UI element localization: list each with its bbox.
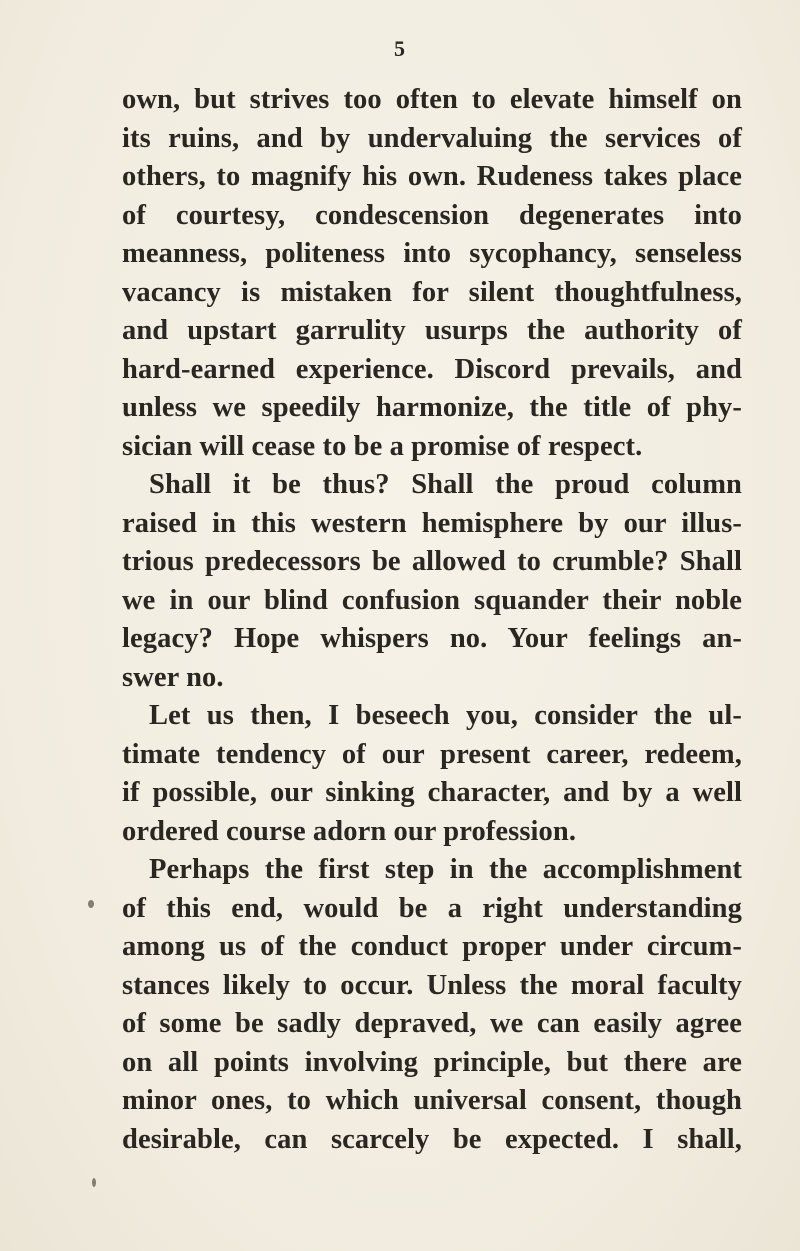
text-line: among us of the conduct proper under circum-	[122, 931, 742, 962]
text-line: on all points involving principle, but there are	[122, 1046, 742, 1078]
text-line: sician will cease to be a promise of respect.	[122, 430, 643, 462]
page-number: 5	[394, 36, 406, 61]
text-line: trious predecessors be allowed to crumble? Shall	[122, 546, 742, 577]
text-line: stances likely to occur. Unless the moral faculty	[122, 969, 742, 1001]
paragraph-start-line: Let us then, I beseech you, consider the ul-	[149, 700, 742, 731]
text-line: and upstart garrulity usurps the authority of	[122, 315, 742, 346]
text-line: its ruins, and by undervaluing the services of	[122, 122, 742, 154]
paragraph-start-line: Perhaps the first step in the accomplishment	[149, 854, 742, 885]
ink-speck	[88, 900, 94, 908]
text-line: others, to magnify his own. Rudeness takes place	[122, 161, 742, 192]
text-line: ordered course adorn our profession.	[122, 815, 577, 847]
text-line: of this end, would be a right understanding	[122, 892, 742, 924]
text-line: hard-earned experience. Discord prevails, and	[122, 353, 742, 385]
text-line: swer no.	[122, 661, 224, 693]
text-line: minor ones, to which universal consent, though	[122, 1085, 742, 1116]
text-line: meanness, politeness into sycophancy, senseless	[122, 238, 742, 269]
text-line: unless we speedily harmonize, the title of phy-	[122, 392, 742, 423]
ink-speck	[92, 1178, 96, 1187]
text-line: raised in this western hemisphere by our illus-	[122, 507, 742, 539]
text-line: own, but strives too often to elevate himself on	[122, 84, 742, 115]
text-line: if possible, our sinking character, and by a well	[122, 777, 742, 808]
text-line: legacy? Hope whispers no. Your feelings an-	[122, 623, 742, 654]
paragraph-start-line: Shall it be thus? Shall the proud column	[149, 469, 742, 500]
body-text	[122, 81, 742, 1159]
text-line: of courtesy, condescension degenerates into	[122, 199, 742, 231]
text-line: timate tendency of our present career, redeem,	[122, 738, 742, 770]
text-line: desirable, can scarcely be expected. I shall,	[122, 1123, 742, 1155]
text-line: we in our blind confusion squander their noble	[122, 584, 742, 616]
text-line: vacancy is mistaken for silent thoughtfulness,	[122, 276, 742, 308]
text-line: of some be sadly depraved, we can easily agree	[122, 1008, 742, 1039]
